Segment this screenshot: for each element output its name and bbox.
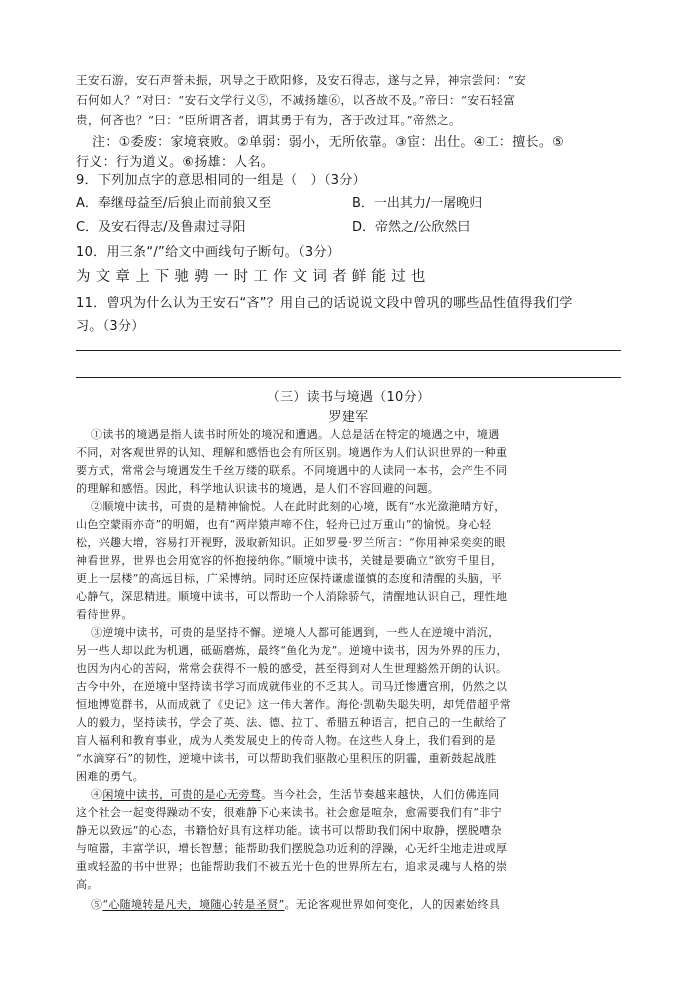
para-5-underlined-quote: “心随境转是凡夫，境随心转是圣贤”: [102, 898, 285, 911]
para-3-line-2: 另一些人却以此为机遇，砥砺磨炼，最终“鱼化为龙”。逆境中读书，因为外界的压力，: [76, 644, 508, 657]
para-3-line-6: 人的毅力，坚持读书，学会了英、法、德、拉丁、希腊五种语言，把自己的一生献给了: [76, 716, 508, 729]
para-3-line-4: 古今中外，在逆境中坚持读书学习而成就伟业的不乏其人。司马迁惨遭宫刑，仍然之以: [76, 680, 508, 693]
para-2-line-6: 心静气，深思精进。顺境中读书，可以帮助一个人消除骄气，清醒地认识自己，理性地: [76, 590, 508, 603]
para-4-line-4: 与喧嚣，丰富学识，增长智慧；能帮助我们摆脱急功近利的浮躁，心无纤尘地走进或厚: [76, 842, 508, 855]
article-author: 罗建军: [328, 410, 369, 425]
classical-line-3: 贵，何吝也？”曰：“臣所谓吝者，谓其勇于有为，吝于改过耳。”帝然之。: [76, 113, 461, 127]
para-3-line-9: 困难的勇气。: [76, 770, 145, 783]
para-5-line-1: [91, 896, 621, 912]
annotation-line-2: 行义：行为道义。⑥扬雄：人名。: [76, 155, 275, 170]
para-2-line-2: 山色空蒙雨亦奇”的明媚，也有“两岸猿声啼不住，轻舟已过万重山”的愉悦。身心轻: [76, 518, 492, 531]
para-1-line-4: 的理解和感悟。因此，科学地认识读书的境遇，是人们不容回避的问题。: [76, 482, 440, 495]
para-2-line-4: 神看世界，世界也会用宽容的怀抱接纳你。”顺境中读书，关键是要确立“欲穷千里目，: [76, 554, 503, 567]
option-b[interactable]: B．一出其力/一屠晚归: [352, 196, 483, 211]
para-3-line-3: 也因为内心的苦闷，常常会获得不一般的感受，甚至得到对人生世理豁然开朗的认识。: [76, 662, 508, 675]
para-4-line-2: 这个社会一起变得躁动不安，很难静下心来读书。社会愈是喧杂，愈需要我们有“非宁: [76, 806, 502, 819]
para-2-line-5: 更上一层楼”的高远目标，广采博纳。同时还应保持谦虚谨慎的态度和清醒的头脑，平: [76, 572, 502, 585]
para-1-line-2: 不同，对客观世界的认知、理解和感悟也会有所区别。境遇作为人们认识世界的一种重: [76, 446, 508, 459]
option-a[interactable]: A．奉继母益至/后狼止而前狼又至: [76, 196, 272, 211]
para-3-line-1: ③逆境中读书，可贵的是坚持不懈。逆境人人都可能遇到，一些人在逆境中消沉，: [91, 626, 500, 639]
sentence-to-punctuate[interactable]: 为文章上下驰骋一时工作文词者鲜能过也: [76, 269, 431, 285]
para-1-line-1: ①读书的境遇是指人读书时所处的境况和遭遇。人总是活在特定的境遇之中，境遇: [91, 428, 500, 441]
para-5-rest: 。无论客观世界如何变化，人的因素始终具: [284, 898, 501, 911]
answer-line-1[interactable]: [76, 350, 621, 351]
annotation-line-1: 注：①委废：家境衰败。②单弱：弱小，无所依靠。③宦：出仕。④工：擅长。⑤: [92, 135, 565, 150]
para-4-lead-rest: 。当今社会，生活节奏越来越快，人们仿佛连同: [261, 788, 500, 801]
option-d[interactable]: D．帝然之/公欣然曰: [352, 220, 471, 235]
para-3-line-5: 恒地博览群书，从而成就了《史记》这一伟大著作。海伦·凯勒失聪失明，却凭借超乎常: [76, 698, 512, 711]
para-4-line-3: 静无以致远”的心态，书籍恰好具有这样功能。读书可以帮助我们闲中取静，摆脱嘈杂: [76, 824, 502, 837]
para-3-line-7: 盲人福利和教育事业，成为人类发展史上的传奇人物。在这些人身上，我们看到的是: [76, 734, 496, 747]
para-2-line-3: 松，兴趣大增，容易打开视野，汲取新知识。正如罗曼·罗兰所言：“你用神采奕奕的眼: [76, 536, 506, 549]
question-11-stem-line-1: 11．曾巩为什么认为王安石“吝”？用自己的话说说文段中曾巩的哪些品性值得我们学: [76, 296, 573, 311]
question-11-stem-line-2: 习。（3分）: [76, 319, 145, 334]
para-2-line-1: ②顺境中读书，可贵的是精神愉悦。人在此时此刻的心境，既有“水光潋滟晴方好，: [91, 500, 506, 513]
classical-line-2: 石何如人？”对曰：“安石文学行义⑤，不减扬雄⑥，以吝故不及。”帝曰：“安石轻富: [76, 93, 516, 107]
para-4-line-5: 重或轻盈的书中世界；也能帮助我们不被五光十色的世界所左右，追求灵魂与人格的崇: [76, 860, 508, 873]
para-4-underlined-lead: 闲境中读书，可贵的是心无旁骛: [102, 788, 262, 801]
question-10-stem: 10．用三条“/”给文中画线句子断句。（3分）: [76, 245, 341, 260]
para-4-number: ④: [91, 788, 103, 801]
answer-line-2[interactable]: [76, 377, 621, 378]
para-1-line-3: 要方式，常常会与境遇发生千丝万缕的联系。不同境遇中的人读同一本书，会产生不同: [76, 464, 508, 477]
para-2-line-7: 看待世界。: [76, 608, 133, 621]
classical-line-1: 王安石游，安石声誉未振，巩导之于欧阳修，及安石得志，遂与之异，神宗尝问：“安: [76, 73, 527, 87]
para-4-line-1: [91, 786, 621, 802]
para-3-line-8: “水滴穿石”的韧性，逆境中读书，可以帮助我们驱散心里积压的阴霾，重新鼓起战胜: [76, 752, 497, 765]
option-c[interactable]: C．及安石得志/及鲁肃过寻阳: [76, 220, 246, 235]
question-9-stem: 9．下列加点字的意思相同的一组是（ ）（3分）: [76, 173, 366, 188]
para-5-number: ⑤: [91, 898, 103, 911]
para-4-line-6: 高。: [76, 878, 99, 891]
section-title: （三）读书与境遇（10分）: [266, 390, 431, 405]
